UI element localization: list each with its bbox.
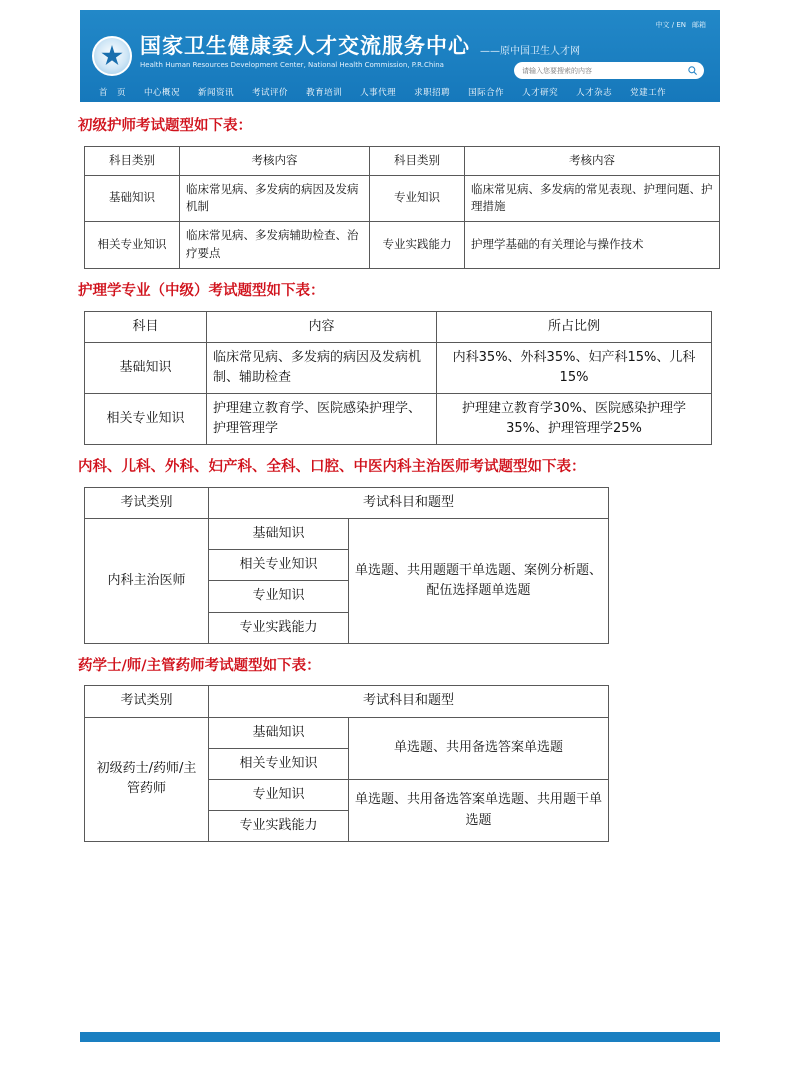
nav-item-about[interactable]: 中心概况 xyxy=(144,88,181,98)
table-header-row xyxy=(85,146,720,175)
cell-question-types: 单选题、共用题题干单选题、案例分析题、配伍选择题单选题 xyxy=(349,519,609,644)
cell-subject: 基础知识 xyxy=(85,342,207,393)
cell-ratio: 护理建立教育学30%、医院感染护理学35%、护理管理学25% xyxy=(437,393,712,444)
nav-item-research[interactable]: 人才研究 xyxy=(522,88,559,98)
nav-item-home[interactable]: 首 页 xyxy=(99,88,127,98)
col-header-1: 科目类别 xyxy=(85,146,180,175)
section-title-3: 内科、儿科、外科、妇产科、全科、口腔、中医内科主治医师考试题型如下表： xyxy=(78,459,586,476)
cell-subject: 专业实践能力 xyxy=(209,612,349,643)
search-box[interactable] xyxy=(514,62,704,79)
site-title-cn: 国家卫生健康委人才交流服务中心 xyxy=(140,34,470,58)
cell-subject: 专业知识 xyxy=(209,581,349,612)
table-row xyxy=(85,519,609,550)
cell-subject: 相关专业知识 xyxy=(85,393,207,444)
table-attending-physician xyxy=(84,487,609,644)
table-header-row xyxy=(85,311,712,342)
col-header-1: 科目 xyxy=(85,311,207,342)
search-input[interactable] xyxy=(520,66,687,76)
cell-subject: 专业知识 xyxy=(209,779,349,810)
table-row xyxy=(85,175,720,222)
table-junior-nurse xyxy=(84,146,720,269)
col-header-exam-subjects: 考试科目和题型 xyxy=(209,686,609,717)
header-topbar xyxy=(80,18,720,32)
cell-subject-type: 相关专业知识 xyxy=(85,222,180,269)
site-header xyxy=(80,10,720,102)
cell-subject-type: 基础知识 xyxy=(85,175,180,222)
cell-subject-type: 专业知识 xyxy=(370,175,465,222)
cell-content: 护理学基础的有关理论与操作技术 xyxy=(465,222,720,269)
col-header-2: 内容 xyxy=(207,311,437,342)
col-header-4: 考核内容 xyxy=(465,146,720,175)
cell-subject: 相关专业知识 xyxy=(209,550,349,581)
nav-item-exam[interactable]: 考试评价 xyxy=(252,88,289,98)
document-body xyxy=(0,104,800,846)
table-header-row xyxy=(85,488,609,519)
nav-item-jobs[interactable]: 求职招聘 xyxy=(414,88,451,98)
site-title-former: ——原中国卫生人才网 xyxy=(480,45,580,57)
cell-content: 临床常见病、多发病的病因及发病机制、辅助检查 xyxy=(207,342,437,393)
nav-item-training[interactable]: 教育培训 xyxy=(306,88,343,98)
lang-switch[interactable]: 中文 / EN xyxy=(655,21,686,29)
main-nav xyxy=(80,82,720,102)
footer-strip xyxy=(80,1032,720,1042)
table-nursing-intermediate xyxy=(84,311,712,446)
cell-subject: 专业实践能力 xyxy=(209,811,349,842)
search-icon[interactable] xyxy=(687,65,698,76)
col-header-exam-category: 考试类别 xyxy=(85,488,209,519)
table-row xyxy=(85,717,609,748)
section-title-1: 初级护师考试题型如下表： xyxy=(78,118,252,134)
cell-exam-category: 初级药士/药师/主管药师 xyxy=(85,717,209,842)
nav-item-news[interactable]: 新闻资讯 xyxy=(198,88,235,98)
table-row xyxy=(85,393,712,444)
nav-item-party[interactable]: 党建工作 xyxy=(630,88,667,98)
col-header-2: 考核内容 xyxy=(180,146,370,175)
cell-exam-category: 内科主治医师 xyxy=(85,519,209,644)
emblem-logo-icon xyxy=(92,36,132,76)
col-header-exam-subjects: 考试科目和题型 xyxy=(209,488,609,519)
table-row xyxy=(85,222,720,269)
nav-item-magazine[interactable]: 人才杂志 xyxy=(576,88,613,98)
cell-content: 临床常见病、多发病辅助检查、治疗要点 xyxy=(180,222,370,269)
cell-subject-type: 专业实践能力 xyxy=(370,222,465,269)
col-header-exam-category: 考试类别 xyxy=(85,686,209,717)
cell-question-types-bottom: 单选题、共用备选答案单选题、共用题干单选题 xyxy=(349,779,609,841)
cell-content: 护理建立教育学、医院感染护理学、护理管理学 xyxy=(207,393,437,444)
cell-subject: 基础知识 xyxy=(209,717,349,748)
site-title-en: Health Human Resources Development Center, National Health Commission, P.R.China xyxy=(140,61,444,70)
col-header-3: 科目类别 xyxy=(370,146,465,175)
cell-subject: 基础知识 xyxy=(209,519,349,550)
section-title-2: 护理学专业（中级）考试题型如下表： xyxy=(78,282,325,299)
cell-subject: 相关专业知识 xyxy=(209,748,349,779)
cell-question-types-top: 单选题、共用备选答案单选题 xyxy=(349,717,609,779)
mail-link[interactable]: 邮箱 xyxy=(692,21,706,29)
cell-ratio: 内科35%、外科35%、妇产科15%、儿科15% xyxy=(437,342,712,393)
cell-content: 临床常见病、多发病的病因及发病机制 xyxy=(180,175,370,222)
table-header-row xyxy=(85,686,609,717)
cell-content: 临床常见病、多发病的常见表现、护理问题、护理措施 xyxy=(465,175,720,222)
nav-item-hr-agency[interactable]: 人事代理 xyxy=(360,88,397,98)
col-header-3: 所占比例 xyxy=(437,311,712,342)
table-pharmacist xyxy=(84,685,609,842)
section-title-4: 药学士/师/主管药师考试题型如下表： xyxy=(78,657,321,674)
nav-item-international[interactable]: 国际合作 xyxy=(468,88,505,98)
table-row xyxy=(85,342,712,393)
